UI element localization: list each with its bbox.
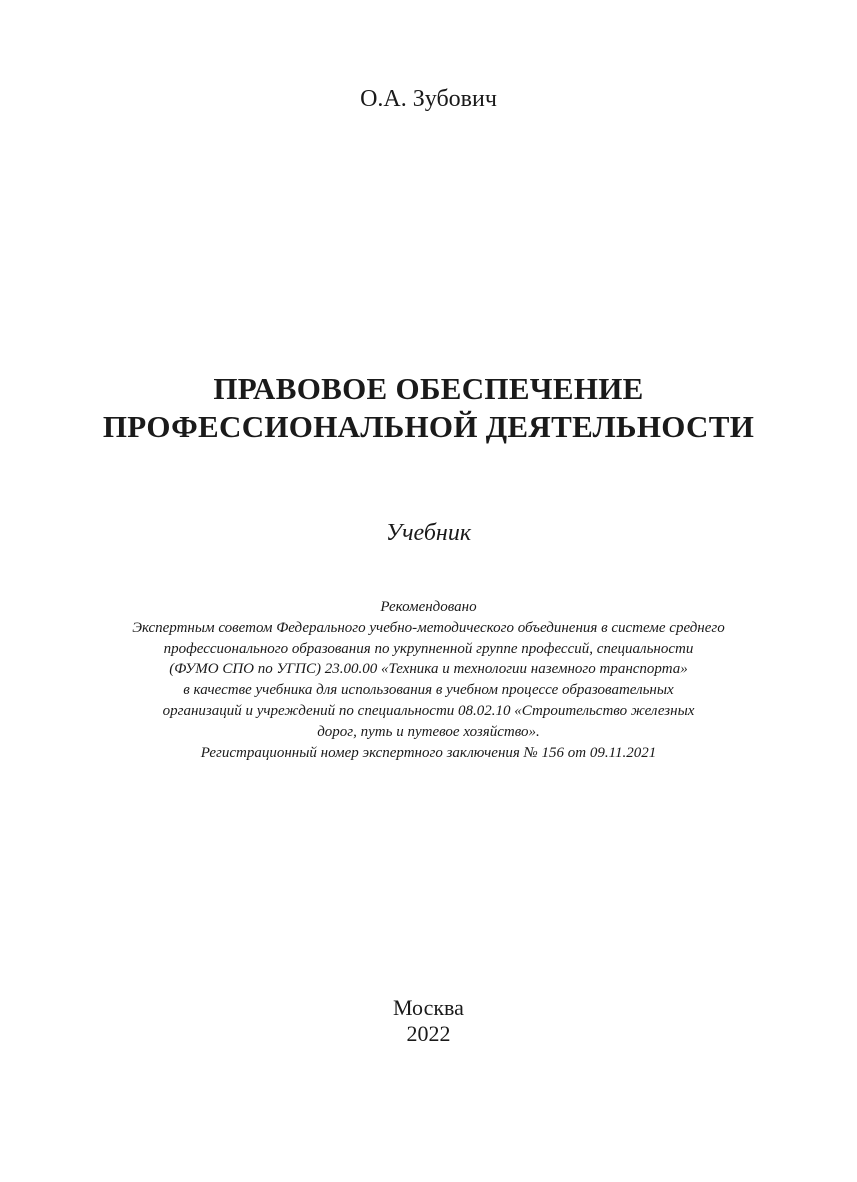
book-title-line-1: ПРАВОВОЕ ОБЕСПЕЧЕНИЕ [213, 371, 644, 406]
recommendation-line: профессионального образования по укрупненной группе профессий, специальности [163, 640, 694, 657]
recommendation-line: организаций и учреждений по специальности 08.02.10 «Строительство железных [162, 702, 695, 719]
publication-city: Москва [393, 995, 464, 1020]
recommendation-line: Рекомендовано [380, 599, 477, 615]
imprint [0, 995, 857, 1047]
recommendation-line: дорог, путь и путевое хозяйство». [317, 723, 540, 740]
recommendation-line: (ФУМО СПО по УГПС) 23.00.00 «Техника и технологии наземного транспорта» [169, 661, 688, 678]
recommendation-line: Регистрационный номер экспертного заключения № 156 от 09.11.2021 [200, 744, 657, 761]
author-name: О.А. Зубович [360, 86, 497, 112]
recommendation-line: Экспертным советом Федерального учебно-методического объединения в системе среднего [132, 619, 725, 636]
publication-year: 2022 [406, 1021, 451, 1046]
recommendation-block [0, 597, 857, 763]
recommendation-line: в качестве учебника для использования в учебном процессе образовательных [183, 682, 674, 699]
book-title-line-2: ПРОФЕССИОНАЛЬНОЙ ДЕЯТЕЛЬНОСТИ [102, 409, 755, 444]
book-type: Учебник [385, 520, 472, 546]
book-title [0, 370, 857, 446]
